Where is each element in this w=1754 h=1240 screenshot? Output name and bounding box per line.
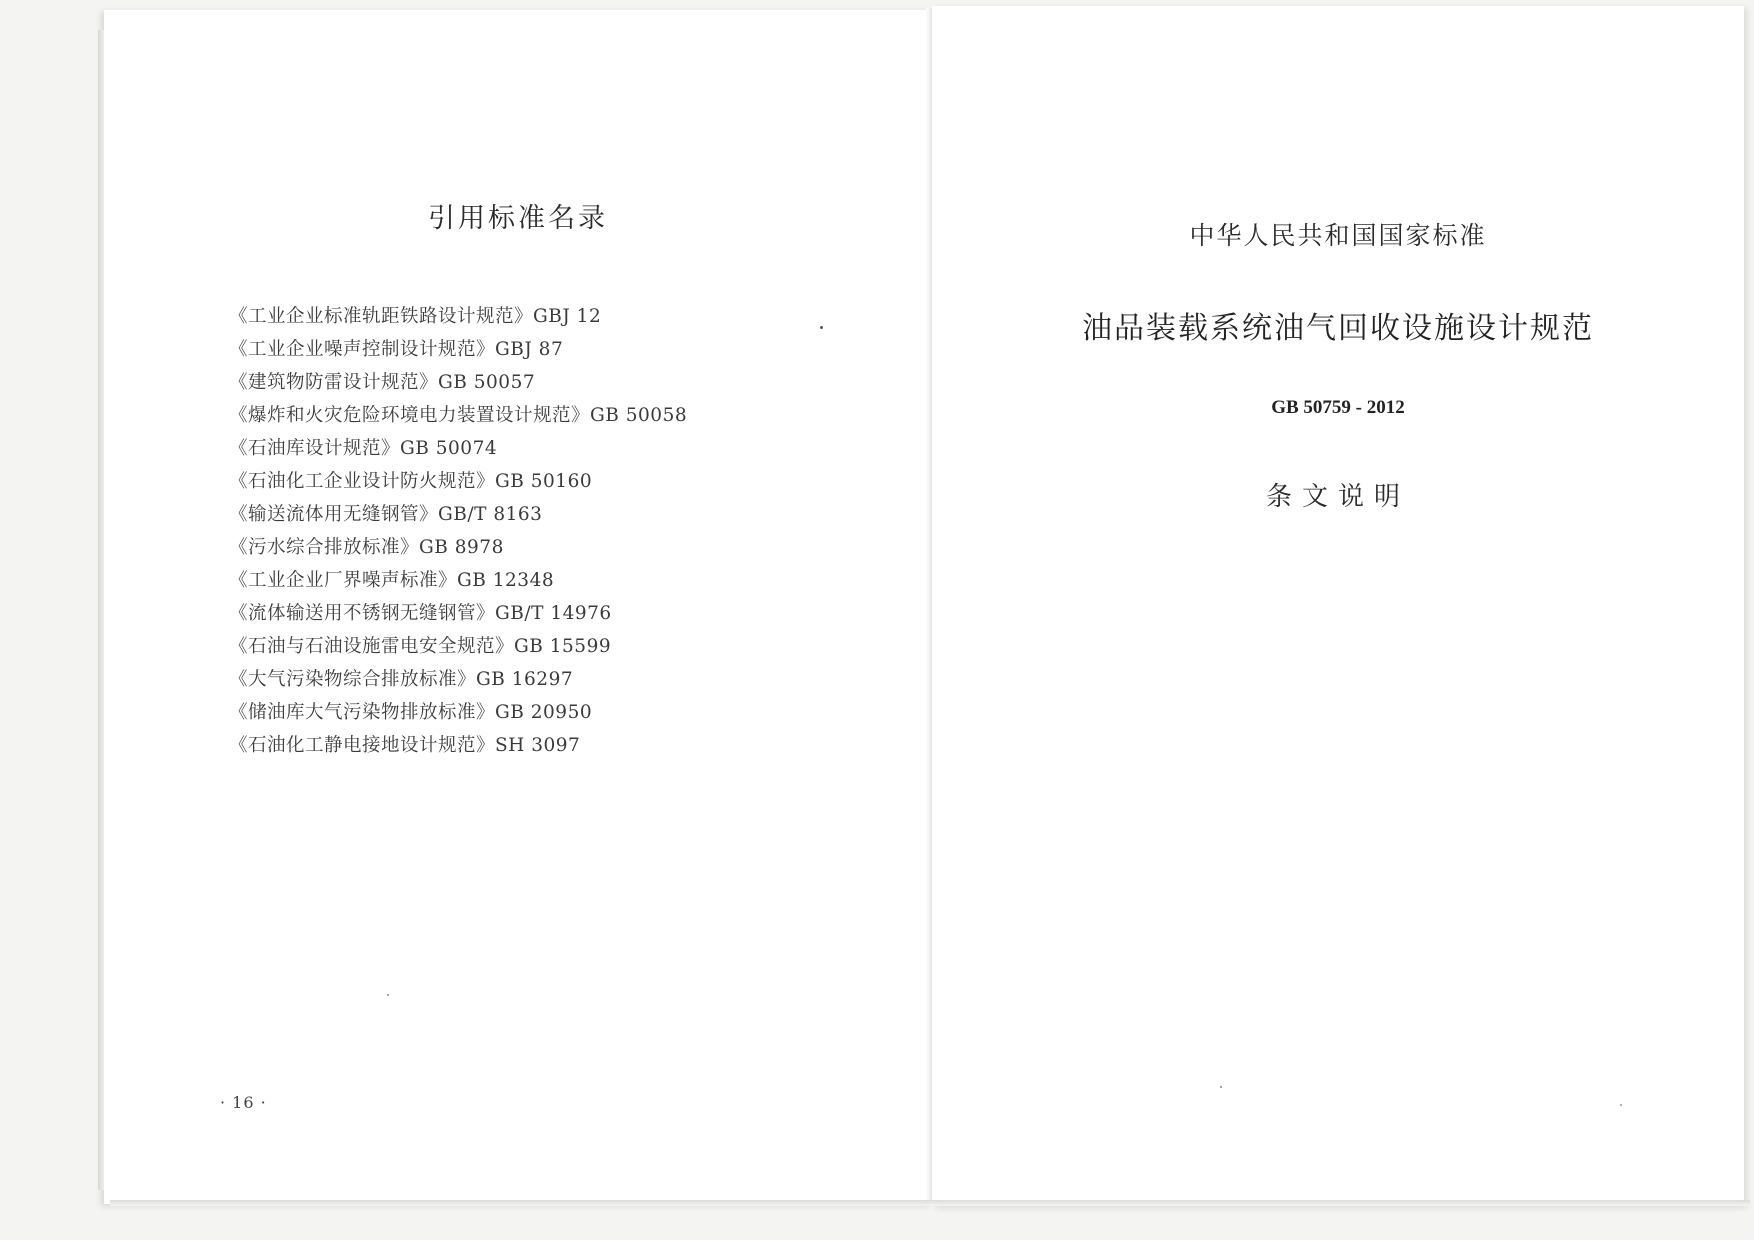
section-title: 引用标准名录 xyxy=(428,203,608,234)
reference-item: 《建筑物防雷设计规范》GB 50057 xyxy=(229,372,536,393)
scan-speck xyxy=(1220,1086,1222,1088)
book-bottom-edge xyxy=(110,1200,1750,1206)
reference-item: 《工业企业厂界噪声标准》GB 12348 xyxy=(229,570,555,591)
reference-item: 《石油与石油设施雷电安全规范》GB 15599 xyxy=(229,636,612,657)
reference-item: 《污水综合排放标准》GB 8978 xyxy=(229,537,504,558)
reference-item: 《储油库大气污染物排放标准》GB 20950 xyxy=(229,702,593,723)
reference-item: 《大气污染物综合排放标准》GB 16297 xyxy=(229,669,574,690)
scan-speck xyxy=(387,994,389,996)
reference-list xyxy=(229,300,687,762)
explanation-heading: 条文说明 xyxy=(1265,482,1410,512)
right-page xyxy=(932,6,1744,1206)
reference-item: 《输送流体用无缝钢管》GB/T 8163 xyxy=(229,504,543,525)
reference-item: 《石油库设计规范》GB 50074 xyxy=(229,438,498,459)
standard-title: 油品装载系统油气回收设施设计规范 xyxy=(1082,311,1594,346)
issuer-heading: 中华人民共和国国家标准 xyxy=(1189,221,1487,250)
reference-item: 《流体输送用不锈钢无缝钢管》GB/T 14976 xyxy=(229,603,612,624)
reference-item: 《石油化工静电接地设计规范》SH 3097 xyxy=(229,735,581,756)
reference-item: 《石油化工企业设计防火规范》GB 50160 xyxy=(229,471,593,492)
scan-speck xyxy=(820,326,823,329)
standard-code: GB 50759 - 2012 xyxy=(1271,397,1405,418)
reference-item: 《爆炸和火灾危险环境电力装置设计规范》GB 50058 xyxy=(229,405,688,426)
scan-speck xyxy=(1620,1104,1622,1106)
left-page xyxy=(104,10,932,1204)
reference-item: 《工业企业标准轨距铁路设计规范》GBJ 12 xyxy=(229,306,602,327)
reference-item: 《工业企业噪声控制设计规范》GBJ 87 xyxy=(229,339,564,360)
page-number: · 16 · xyxy=(220,1093,267,1112)
